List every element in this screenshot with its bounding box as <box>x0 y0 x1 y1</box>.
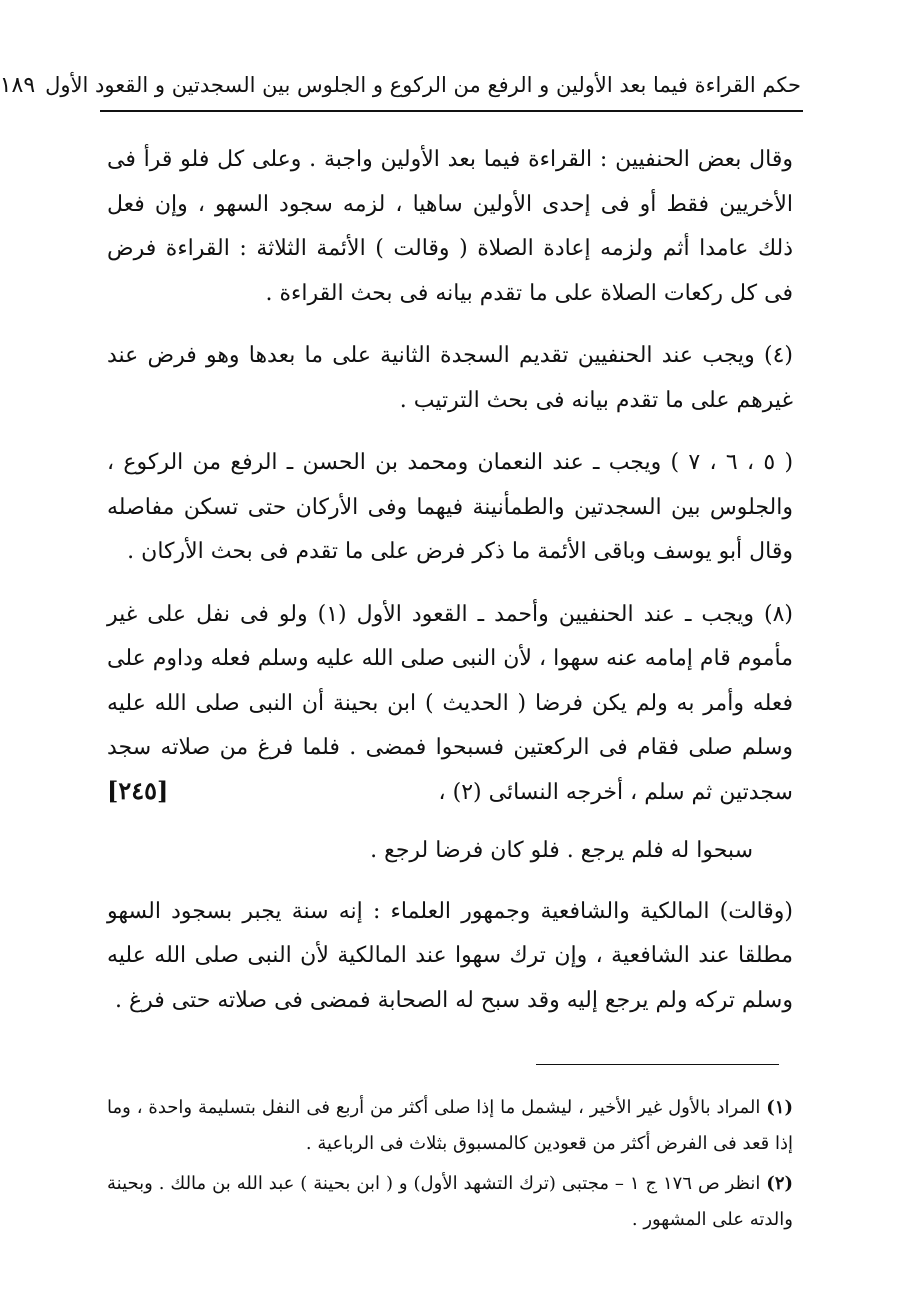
footnote-divider <box>536 1064 779 1065</box>
paragraph-first-sitting <box>107 593 793 816</box>
paragraph-maliki-shafii: (وقالت) المالكية والشافعية وجمهور العلماء : إنه سنة يجبر بسجود السهو مطلقا عند الشافعية ، وإن ترك سهوا عند المالكية لأن النبى صلى الله عليه وسلم تركه ولم يرجع إليه وقد سبح له الصحابة فمضى فى صلاته حتى فرغ . <box>107 898 793 1013</box>
header-title: حكم القراءة فيما بعد الأولين و الرفع من الركوع و الجلوس بين السجدتين و القعود الأول <box>45 73 801 97</box>
footnote-1-number: (١) <box>766 1097 793 1118</box>
paragraph-continuation: سبحوا له فلم يرجع . فلو كان فرضا لرجع . <box>370 838 753 863</box>
main-text <box>107 138 793 1041</box>
paragraph-hanafi-reading: وقال بعض الحنفيين : القراءة فيما بعد الأولين واجبة . وعلى كل فلو قرأ فى الأخريين فقط أو فى إحدى الأولين ساهيا ، لزمه سجود السهو ، وإن فعل ذلك عامدا أثم ولزمه إعادة الصلاة ( وقالت ) الأئمة الثلاثة : القراءة فرض فى كل ركعات الصلاة على ما تقدم بيانه فى بحث القراءة . <box>107 147 793 306</box>
footnotes <box>107 1090 793 1242</box>
book-page <box>2 0 901 1308</box>
hadith-reference-number: [٢٤٥] <box>107 775 169 805</box>
footnote-2-text: انظر ص ١٧٦ ج ١ – مجتبى (ترك التشهد الأول) و ( ابن بحينة ) عبد الله بن مالك . وبحينة والدته على المشهور . <box>107 1173 793 1230</box>
header-divider <box>100 110 803 112</box>
footnote-1 <box>107 1090 793 1162</box>
paragraph-rising-from-ruku: ( ٥ ، ٦ ، ٧ ) ويجب ـ عند النعمان ومحمد بن الحسن ـ الرفع من الركوع ، والجلوس بين السجدتين والطمأنينة فيهما وفى الأركان حتى تسكن مفاصله وقال أبو يوسف وباقى الأئمة ما ذكر فرض على ما تقدم فى بحث الأركان . <box>107 450 794 564</box>
paragraph-first-sitting-text: (٨) ويجب ـ عند الحنفيين وأحمد ـ القعود الأول (١) ولو فى نفل على غير مأموم قام إمامه عنه سهوا ، لأن النبى صلى الله عليه وسلم فعله وداوم على فعله وأمر به ولم يكن فرضا ( الحديث ) ابن بحينة أن النبى صلى الله عليه وسلم صلى فقام فى الركعتين فسبحوا فمضى . فلما فرغ من صلاته سجد سجدتين ثم سلم ، أخرجه النسائى (٢) ، <box>107 601 793 805</box>
running-header <box>0 62 801 108</box>
page-number: ١٨٩ <box>0 72 36 98</box>
footnote-2-number: (٢) <box>766 1173 794 1194</box>
paragraph-second-prostration: (٤) ويجب عند الحنفيين تقديم السجدة الثانية على ما بعدها وهو فرض عند غيرهم على ما تقدم بيانه فى بحث الترتيب . <box>107 343 793 413</box>
footnote-2 <box>107 1166 793 1238</box>
footnote-1-text: المراد بالأول غير الأخير ، ليشمل ما إذا صلى أكثر من أربع فى النفل بتسليمة واحدة ، وما إذا قعد فى الفرض أكثر من قعودين كالمسبوق بثلاث فى الرباعية . <box>107 1097 793 1154</box>
